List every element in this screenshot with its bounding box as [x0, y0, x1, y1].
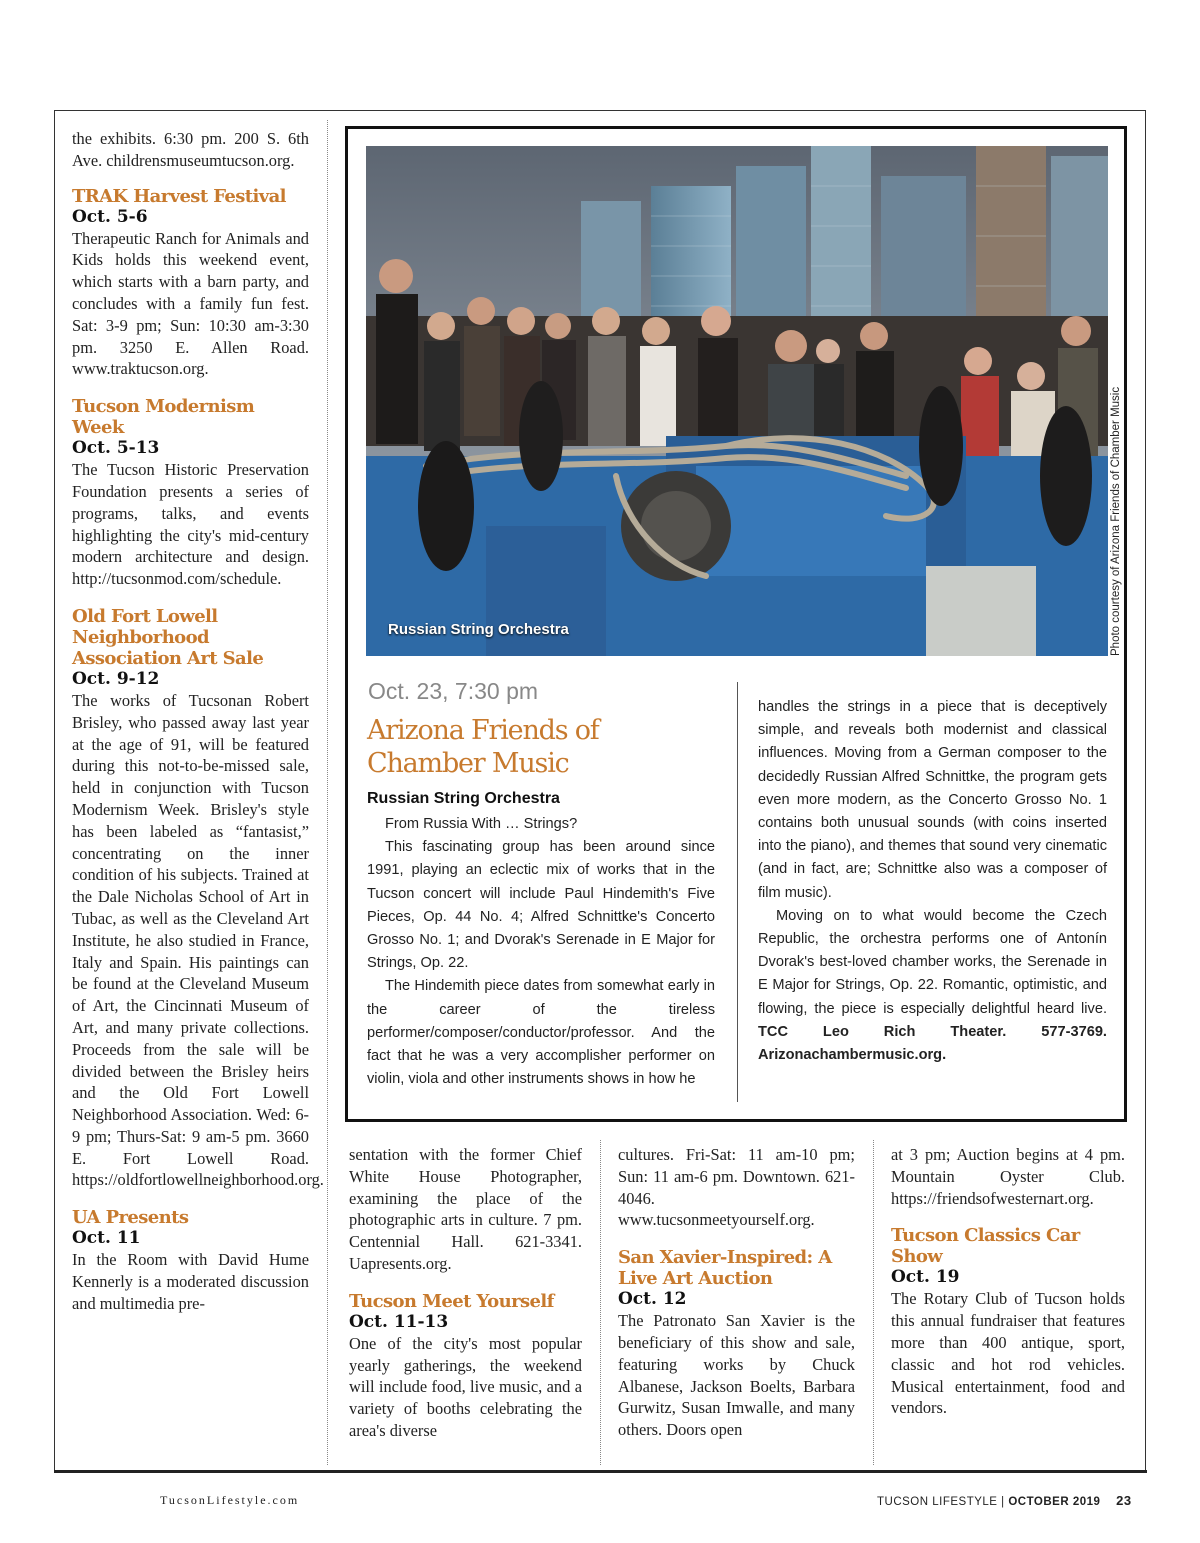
orchestra-photo-illustration — [366, 146, 1108, 656]
feature-title: Arizona Friends of Chamber Music — [367, 715, 599, 779]
event-title: Tucson Meet Yourself — [349, 1290, 554, 1312]
footer-folio — [877, 1493, 1132, 1508]
column-divider — [873, 1140, 874, 1465]
event-date: Oct. 5-13 — [72, 438, 160, 459]
bottom-column-1 — [349, 1144, 582, 1442]
event-date: Oct. 11 — [72, 1228, 141, 1249]
column-intro: at 3 pm; Auction begins at 4 pm. Mountain Oyster Club. https://friendsofwesternart.org. — [891, 1145, 1125, 1208]
feature-column-rule — [737, 682, 738, 1102]
left-intro: the exhibits. 6:30 pm. 200 S. 6th Ave. childrensmuseumtucson.org. — [72, 129, 309, 170]
feature-paragraph: This fascinating group has been around since 1991, playing an eclectic mix of works that in the Tucson concert will include Paul Hindemith's Five Pieces, Op. 44 No. 4; Alfred Schnittke's Concerto Grosso No. 1; and Dvorak's Serenade in E Major for Strings, Op. 22. — [367, 839, 715, 972]
left-column — [72, 128, 324, 1315]
feature-paragraph: handles the strings in a piece that is deceptively simple, and reveals both modernist and classical influences. Moving from a German composer to the decidedly Russian Alfred Schnittke, the program gets even more modern, as the Concerto Grosso No. 1 contains both unusual sounds (with coins inserted into the piano), and themes that sound very cinematic (and in fact, are; Schnittke also was a composer of film music). — [758, 699, 1107, 901]
feature-paragraph — [758, 905, 1107, 1067]
photo-caption: Russian String Orchestra — [388, 621, 569, 638]
bottom-column-2 — [618, 1144, 855, 1441]
feature-paragraph: The Hindemith piece dates from somewhat early in the career of the tireless performer/composer/conductor/professor. And the fact that he was a very accomplisher performer on violin, viola and other instruments shows in how he — [367, 978, 715, 1088]
feature-paragraph: From Russia With … Strings? — [385, 816, 578, 832]
event-date: Oct. 11-13 — [349, 1311, 449, 1332]
event-date: Oct. 19 — [891, 1267, 960, 1288]
footer-separator: | — [1001, 1496, 1009, 1508]
column-intro: sentation with the former Chief White House Photographer, examining the place of the photographic arts in culture. 7 pm. Centennial Hall. 621-3341. Uapresents.org. — [349, 1145, 582, 1273]
event-body: In the Room with David Hume Kennerly is a moderated discussion and multimedia pre- — [72, 1250, 309, 1313]
feature-body-right — [758, 696, 1107, 1067]
event-title: Tucson Modernism Week — [72, 396, 255, 439]
feature-date: Oct. 23, 7:30 pm — [368, 678, 539, 704]
event-title: UA Presents — [72, 1207, 189, 1229]
feature-subtitle: Russian String Orchestra — [367, 790, 560, 807]
feature-venue: TCC Leo Rich Theater. 577-3769. Arizonachambermusic.org. — [758, 1023, 1107, 1064]
event-title: Tucson Classics Car Show — [891, 1225, 1080, 1268]
event-title: TRAK Harvest Festival — [72, 185, 286, 207]
column-intro: cultures. Fri-Sat: 11 am-10 pm; Sun: 11 am-6 pm. Downtown. 621-4046. www.tucsonmeetyourself.org. — [618, 1145, 855, 1230]
footer-site: TucsonLifestyle.com — [160, 1493, 300, 1507]
feature-paragraph-text: Moving on to what would become the Czech Republic, the orchestra performs one of Antonín Dvorak's best-loved chamber works, the Serenade in E Major for Strings, Op. 22. Romantic, optimistic, and flowing, the piece is especially delightful heard live. — [758, 907, 1107, 1017]
photo-credit: Photo courtesy of Arizona Friends of Chamber Music — [1110, 386, 1122, 656]
column-divider — [327, 120, 328, 1465]
bottom-rule — [54, 1470, 1147, 1473]
page-number: 23 — [1116, 1493, 1132, 1508]
event-body: The Tucson Historic Preservation Foundation presents a series of programs, talks, and events highlighting the city's mid-century modern architecture and design. http://tucsonmod.com/schedule. — [72, 460, 309, 589]
event-body: The Rotary Club of Tucson holds this annual fundraiser that features more than 400 antique, sport, classic and hot rod vehicles. Musical entertainment, food and vendors. — [891, 1289, 1125, 1418]
event-date: Oct. 12 — [618, 1289, 687, 1310]
orchestra-photo — [366, 146, 1108, 656]
feature-body-left — [367, 813, 715, 1091]
bottom-column-3 — [891, 1144, 1125, 1419]
event-body: The Patronato San Xavier is the beneficiary of this show and sale, featuring works by Chuck Albanese, Jackson Boelts, Barbara Gurwitz, Susan Imwalle, and many others. Doors open — [618, 1311, 855, 1440]
event-title: San Xavier-Inspired: A Live Art Auction — [618, 1247, 832, 1290]
event-date: Oct. 5-6 — [72, 206, 148, 227]
event-body: One of the city's most popular yearly gatherings, the weekend will include food, live music, and a variety of booths celebrating the area's diverse — [349, 1333, 582, 1440]
column-divider — [600, 1140, 601, 1465]
footer-issue: OCTOBER 2019 — [1008, 1496, 1101, 1508]
event-body: The works of Tucsonan Robert Brisley, who passed away last year at the age of 91, will be featured during this not-to-be-missed sale, held in conjunction with Tucson Modernism Week. Brisley's style has been labeled as “fantasist,” concentrating on the inner condition of his subjects. Trained at the Dale Nicholas School of Art in Tubac, as well as the Cleveland Art Institute, he also studied in France, Italy and Spain. His paintings can be found at the Cleveland Museum of Art, the Cincinnati Museum of Art, and many private collections. Proceeds from the sale will be divided between the Brisley heirs and the Old Fort Lowell Neighborhood Association. Wed: 6-9 pm; Thurs-Sat: 9 am-5 pm. 3660 E. Fort Lowell Road. https://oldfortlowellneighborhood.org. — [72, 690, 324, 1190]
footer-publication: TUCSON LIFESTYLE — [877, 1496, 998, 1508]
event-title: Old Fort Lowell Neighborhood Association Art Sale — [72, 605, 264, 669]
event-date: Oct. 9-12 — [72, 668, 160, 689]
event-body: Therapeutic Ranch for Animals and Kids holds this weekend event, which starts with a barn party, and concludes with a family fun fest. Sat: 3-9 pm; Sun: 10:30 am-3:30 pm. 3250 E. Allen Road. www.traktucson.org. — [72, 228, 309, 379]
